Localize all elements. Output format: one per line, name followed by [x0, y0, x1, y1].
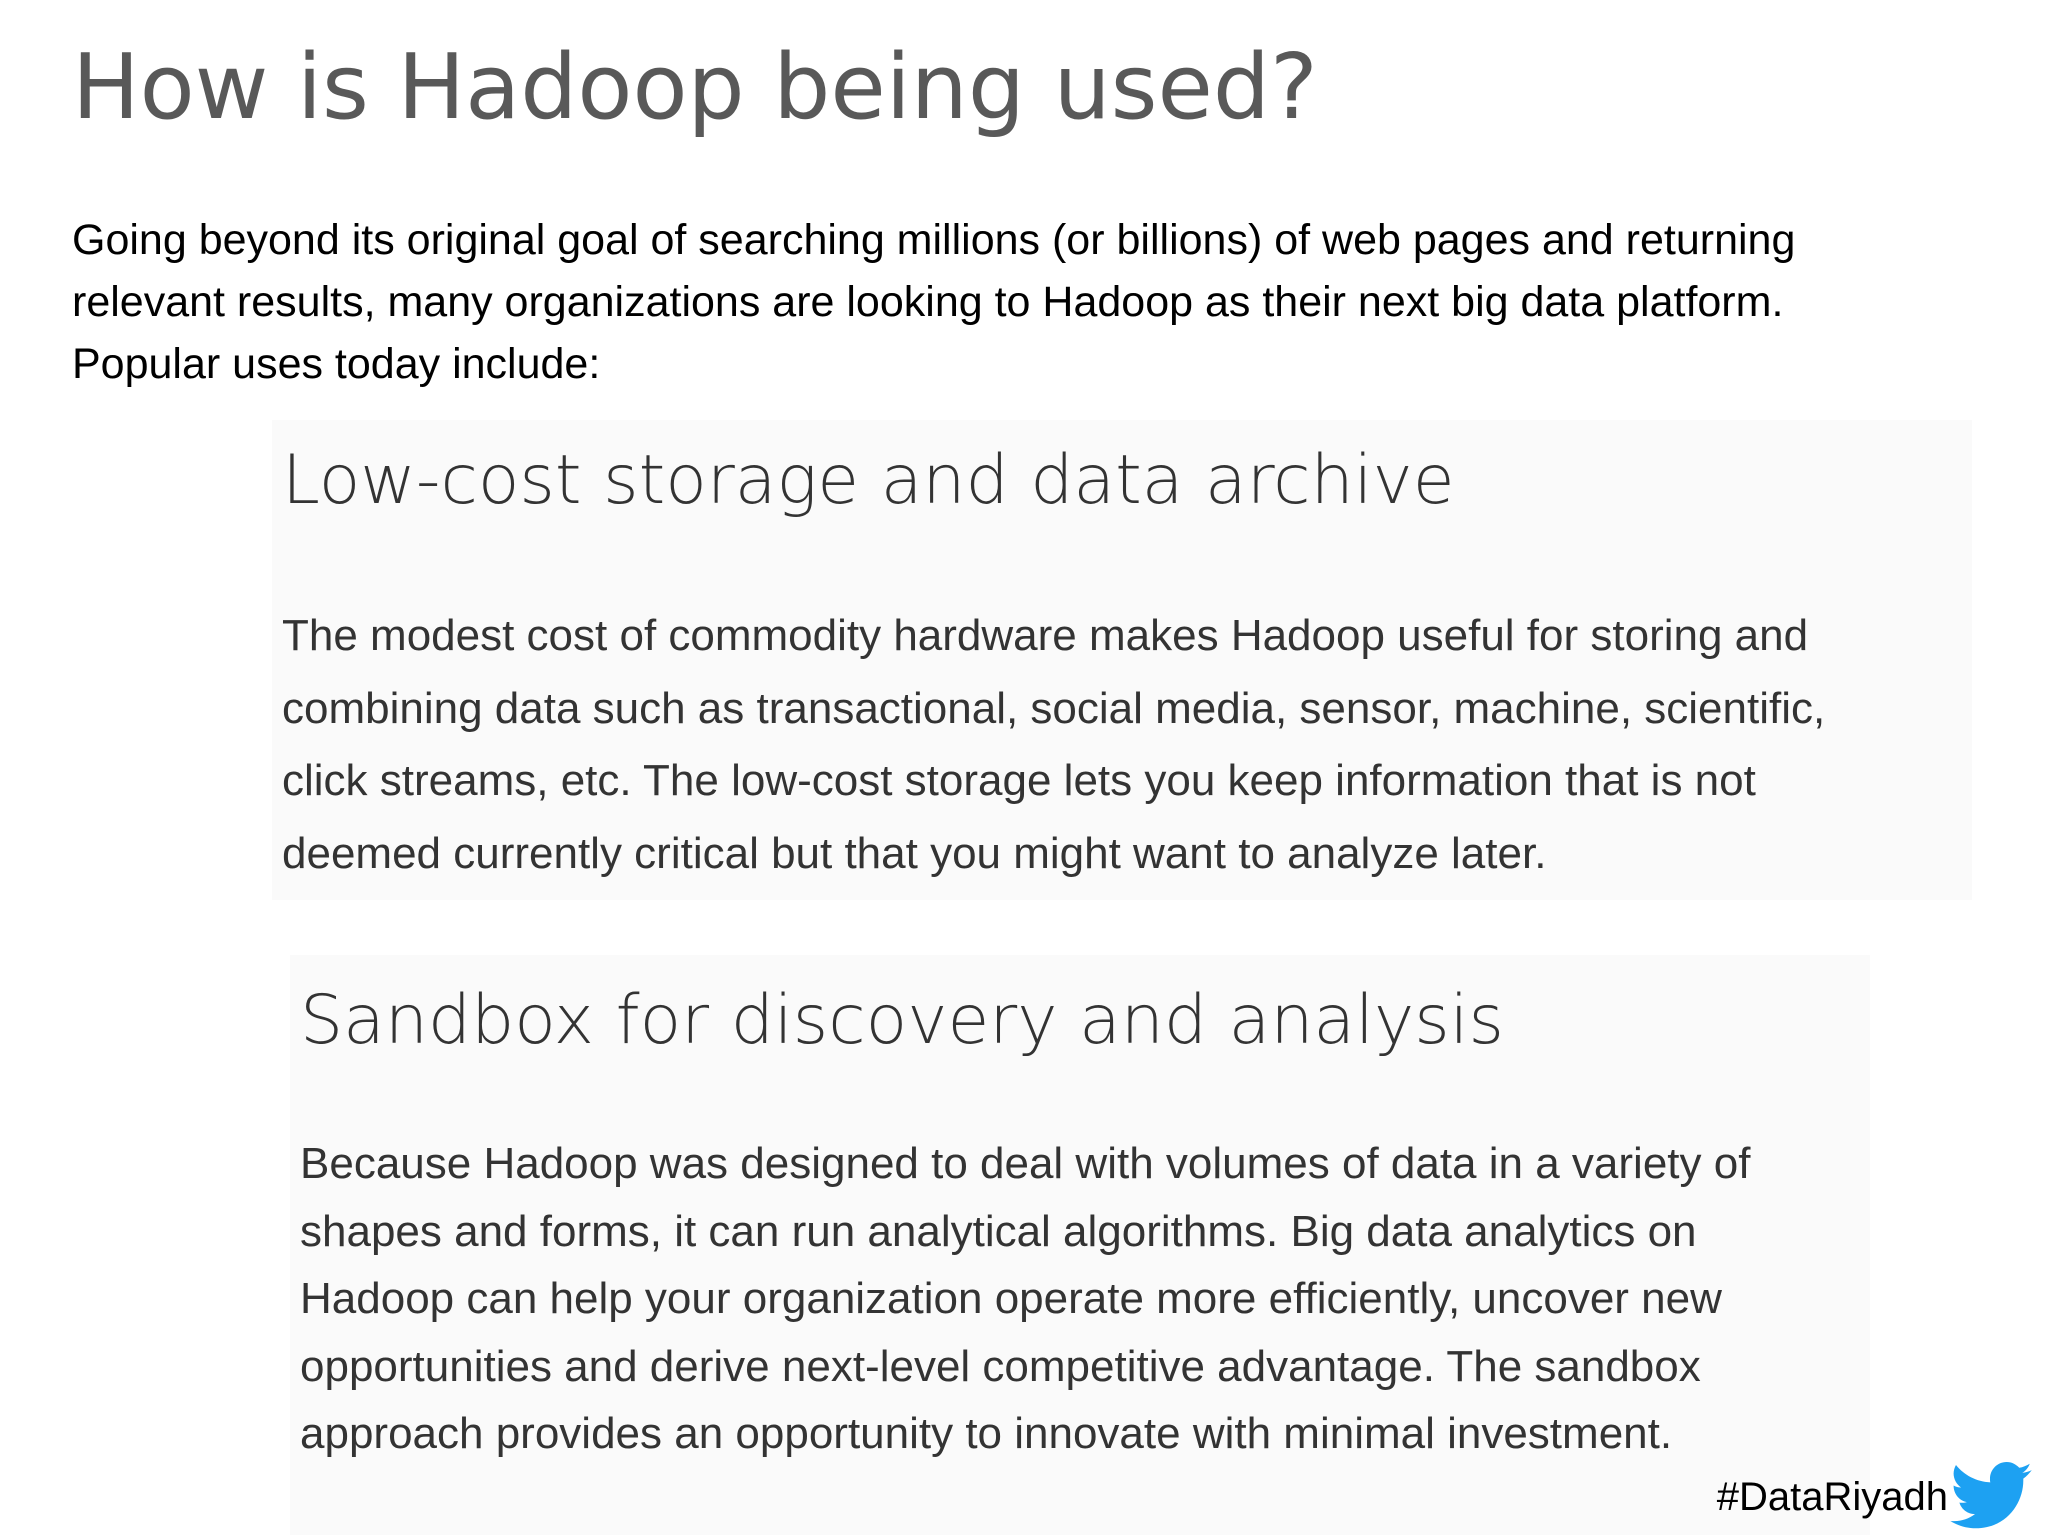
body-line: opportunities and derive next-level competitive advantage. The sandbox [300, 1341, 1701, 1391]
body-line: combining data such as transactional, social media, sensor, machine, scientific, [282, 683, 1826, 733]
slide-title: How is Hadoop being used? [72, 35, 1318, 140]
body-line: The modest cost of commodity hardware makes Hadoop useful for storing and [282, 611, 1809, 660]
intro-line: relevant results, many organizations are looking to Hadoop as their next big data platform. [72, 278, 1784, 326]
use-body-storage [282, 600, 1825, 890]
twitter-bird-icon [1950, 1462, 2032, 1530]
body-line: shapes and forms, it can run analytical algorithms. Big data analytics on [300, 1206, 1697, 1256]
body-line: deemed currently critical but that you might want to analyze later. [282, 828, 1547, 878]
body-line: Because Hadoop was designed to deal with volumes of data in a variety of [300, 1139, 1751, 1188]
use-heading-sandbox: Sandbox for discovery and analysis [300, 981, 1504, 1060]
hashtag: #DataRiyadh [1716, 1475, 1948, 1519]
use-body-sandbox [300, 1130, 1750, 1468]
body-line: approach provides an opportunity to innovate with minimal investment. [300, 1409, 1673, 1458]
body-line: click streams, etc. The low-cost storage lets you keep information that is not [282, 756, 1756, 805]
intro-line: Popular uses today include: [72, 340, 601, 388]
intro-line: Going beyond its original goal of searching millions (or billions) of web pages and returning [72, 216, 1796, 264]
intro-paragraph [72, 209, 2022, 395]
body-line: Hadoop can help your organization operate more efficiently, uncover new [300, 1274, 1722, 1323]
use-heading-storage: Low-cost storage and data archive [282, 441, 1455, 520]
